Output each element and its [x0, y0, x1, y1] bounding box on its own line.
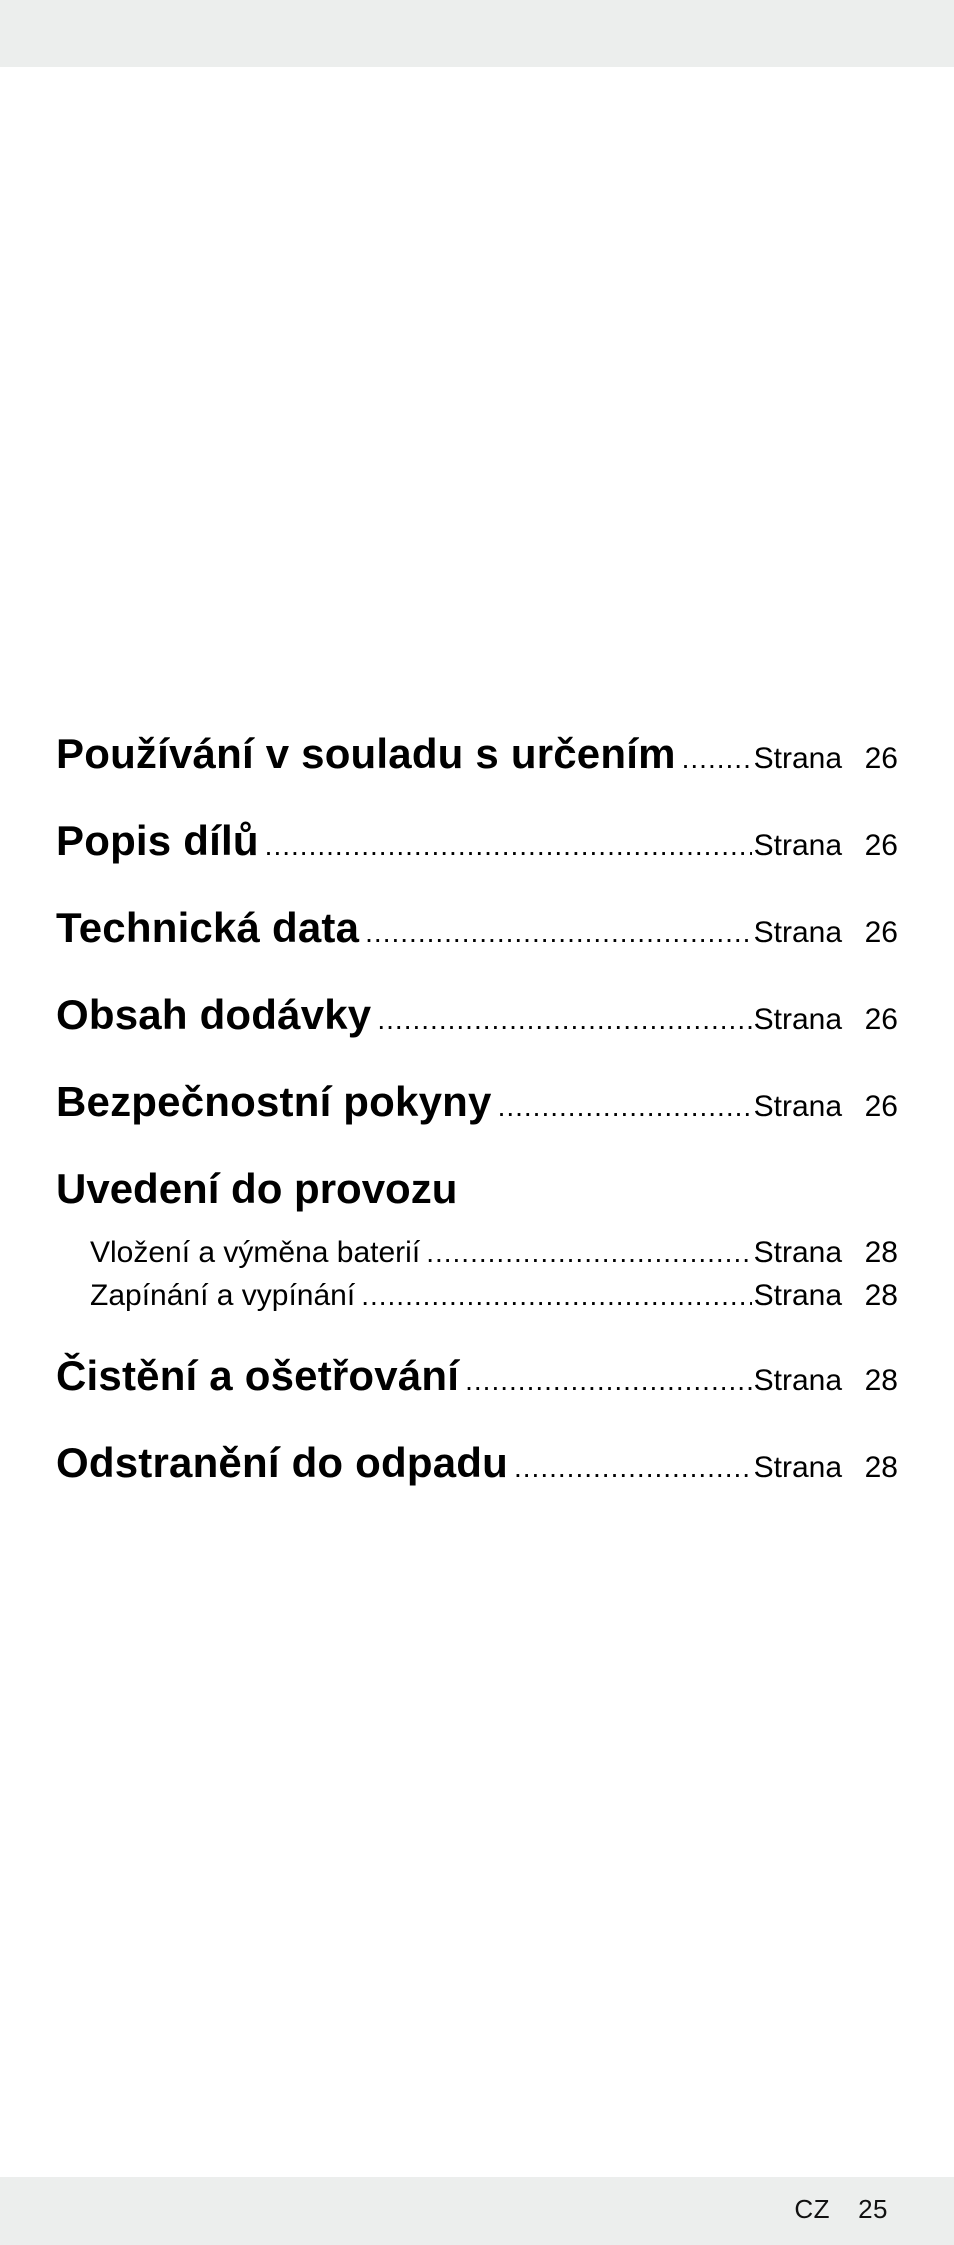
toc-entry-safety-instructions[interactable]: [56, 1078, 898, 1126]
page-ref-number: 26: [864, 1003, 898, 1036]
toc-entry-ref: [754, 1090, 898, 1124]
page-ref-label: Strana: [753, 916, 842, 949]
page-ref-label: Strana: [753, 1003, 842, 1036]
page-ref-label: Strana: [753, 1090, 842, 1123]
page-ref-label: Strana: [753, 829, 842, 862]
page-ref-number: 28: [864, 1279, 898, 1312]
toc-entry-technical-data[interactable]: [56, 904, 898, 952]
page-ref-number: 28: [864, 1364, 898, 1397]
page-ref-number: 26: [864, 916, 898, 949]
dot-leader: [514, 1452, 752, 1484]
dot-leader: [361, 1280, 751, 1312]
toc-entry-title: Používání v souladu s určením: [56, 730, 676, 777]
dot-leader: [265, 830, 752, 862]
language-code: CZ: [794, 2194, 831, 2224]
toc-entry-intended-use[interactable]: [56, 730, 898, 778]
page-number: 25: [858, 2194, 888, 2224]
toc-entry-title: Popis dílů: [56, 817, 259, 864]
toc-entry-package-contents[interactable]: [56, 991, 898, 1039]
dot-leader: [426, 1237, 751, 1269]
toc-entry-title: Odstranění do odpadu: [56, 1439, 508, 1486]
toc-entry-cleaning[interactable]: [56, 1352, 898, 1400]
dot-leader: [365, 917, 751, 949]
dot-leader: [465, 1365, 751, 1397]
page-footer: [794, 2189, 888, 2229]
dot-leader: [377, 1004, 751, 1036]
toc-entry-ref: [754, 1236, 898, 1270]
toc-entry-title: Čistění a ošetřování: [56, 1352, 460, 1399]
page-ref-label: Strana: [753, 1451, 842, 1484]
dot-leader: [682, 743, 752, 775]
toc-entry-title: Vložení a výměna baterií: [90, 1236, 421, 1269]
toc-entry-title: Obsah dodávky: [56, 991, 372, 1038]
toc-entry-ref: [754, 1003, 898, 1037]
toc-entry-title: Technická data: [56, 904, 360, 951]
dot-leader: [498, 1091, 752, 1123]
page-ref-label: Strana: [753, 1279, 842, 1312]
toc-subentry-on-off[interactable]: [56, 1279, 898, 1313]
toc-entry-title: Bezpečnostní pokyny: [56, 1078, 492, 1125]
toc-entry-parts-description[interactable]: [56, 817, 898, 865]
toc-entry-ref: [754, 742, 898, 776]
toc-entry-ref: [754, 1364, 898, 1398]
toc-entry-ref: [754, 829, 898, 863]
toc-entry-ref: [754, 1451, 898, 1485]
toc-entry-ref: [754, 1279, 898, 1313]
toc-subentry-batteries[interactable]: [56, 1236, 898, 1270]
page-ref-label: Strana: [753, 1236, 842, 1269]
toc-entry-title: Zapínání a vypínání: [90, 1279, 356, 1312]
toc-entry-ref: [754, 916, 898, 950]
page-ref-number: 26: [864, 829, 898, 862]
top-band: [0, 0, 954, 67]
page-ref-label: Strana: [753, 742, 842, 775]
toc-entry-disposal[interactable]: [56, 1439, 898, 1487]
page-ref-number: 26: [864, 1090, 898, 1123]
page-ref-number: 28: [864, 1236, 898, 1269]
page-ref-number: 28: [864, 1451, 898, 1484]
page-ref-label: Strana: [753, 1364, 842, 1397]
toc-section-heading-startup: Uvedení do provozu: [56, 1165, 458, 1212]
page-ref-number: 26: [864, 742, 898, 775]
